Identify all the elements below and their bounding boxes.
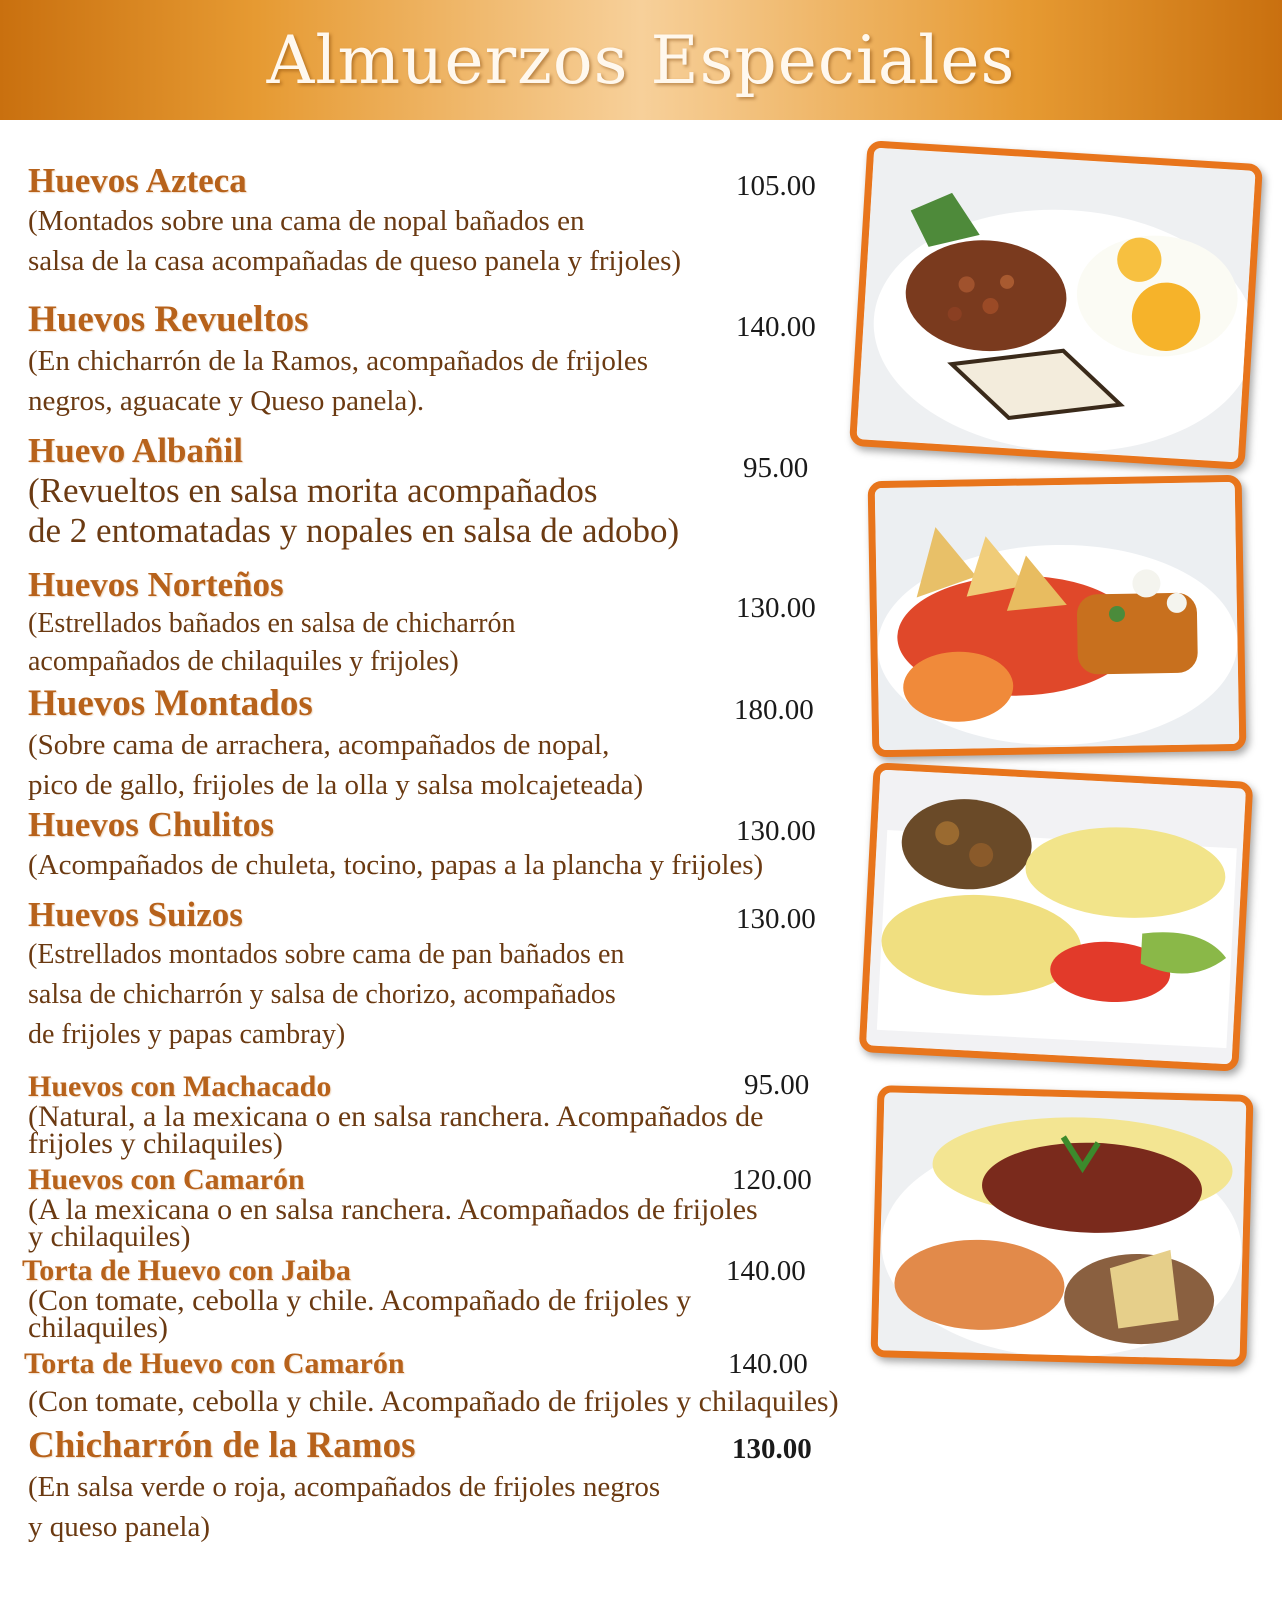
item-desc-line: (Revueltos en salsa morita acompañados [28, 470, 598, 510]
item-desc-line: negros, aguacate y Queso panela). [28, 384, 425, 417]
item-price: 105.00 [736, 170, 816, 202]
item-name: Torta de Huevo con Camarón [24, 1347, 405, 1380]
item-price: 180.00 [734, 694, 814, 726]
item-desc-line: de frijoles y papas cambray) [28, 1018, 346, 1050]
photo-huevos-azteca [849, 140, 1263, 470]
item-price: 120.00 [732, 1164, 812, 1196]
item-desc-line: (Sobre cama de arrachera, acompañados de nopal, [28, 728, 610, 761]
item-price: 130.00 [736, 592, 816, 624]
item-desc-line: (Estrellados bañados en salsa de chicharrón [28, 607, 516, 639]
item-desc-line: salsa de chicharrón y salsa de chorizo, acompañados [28, 978, 616, 1010]
item-price: 140.00 [728, 1348, 808, 1380]
item-desc-line: (Natural, a la mexicana o en salsa ranchera. Acompañados de [28, 1100, 764, 1133]
item-desc-line: (Con tomate, cebolla y chile. Acompañado de frijoles y [28, 1284, 692, 1317]
item-name: Huevos Norteños [28, 565, 284, 604]
photo-huevos-nortenos [868, 475, 1247, 757]
item-name: Huevos Suizos [28, 895, 243, 934]
photo-huevos-chulitos [859, 762, 1254, 1071]
item-name: Huevos con Machacado [28, 1070, 332, 1103]
item-name: Torta de Huevo con Jaiba [22, 1254, 351, 1287]
item-desc-line: (Acompañados de chuleta, tocino, papas a la plancha y frijoles) [28, 848, 764, 881]
menu-item-huevos-machacado [28, 1070, 868, 1160]
item-desc-line: y chilaquiles) [28, 1220, 191, 1253]
item-name: Huevo Albañil [28, 431, 243, 470]
item-desc-line: acompañados de chilaquiles y frijoles) [28, 645, 459, 677]
item-desc-line: (A la mexicana o en salsa ranchera. Acompañados de frijoles [28, 1193, 758, 1226]
item-desc-line: (Montados sobre una cama de nopal bañados en [28, 204, 585, 237]
item-name: Huevos Azteca [28, 161, 247, 200]
item-price: 130.00 [736, 815, 816, 847]
photo-huevos-machacado [871, 1085, 1254, 1367]
title-banner [0, 0, 1282, 120]
item-name: Huevos Revueltos [28, 299, 309, 340]
item-desc-line: (En chicharrón de la Ramos, acompañados de frijoles [28, 344, 649, 377]
item-desc-line: salsa de la casa acompañadas de queso panela y frijoles) [28, 244, 682, 277]
item-price: 130.00 [736, 903, 816, 935]
item-price: 130.00 [732, 1433, 812, 1465]
item-name: Chicharrón de la Ramos [28, 1425, 416, 1466]
item-desc-line: (Con tomate, cebolla y chile. Acompañado de frijoles y chilaquiles) [28, 1385, 839, 1418]
item-name: Huevos Chulitos [28, 805, 275, 844]
item-price: 140.00 [736, 311, 816, 343]
item-price: 95.00 [743, 452, 809, 484]
item-desc-line: frijoles y chilaquiles) [28, 1127, 283, 1160]
item-name: Huevos con Camarón [28, 1163, 305, 1196]
page-title: Almuerzos Especiales [266, 21, 1016, 99]
item-price: 140.00 [726, 1255, 806, 1287]
menu-item-huevo-albanil [28, 432, 868, 551]
item-desc-line: chilaquiles) [28, 1311, 168, 1344]
item-name: Huevos Montados [28, 683, 313, 724]
item-desc-line: de 2 entomatadas y nopales en salsa de adobo) [28, 510, 680, 550]
item-desc-line: pico de gallo, frijoles de la olla y salsa molcajeteada) [28, 768, 644, 801]
item-desc-line: y queso panela) [28, 1510, 210, 1543]
item-desc-line: (Estrellados montados sobre cama de pan bañados en [28, 938, 625, 970]
item-price: 95.00 [744, 1069, 810, 1101]
item-desc-line: (En salsa verde o roja, acompañados de frijoles negros [28, 1470, 661, 1503]
